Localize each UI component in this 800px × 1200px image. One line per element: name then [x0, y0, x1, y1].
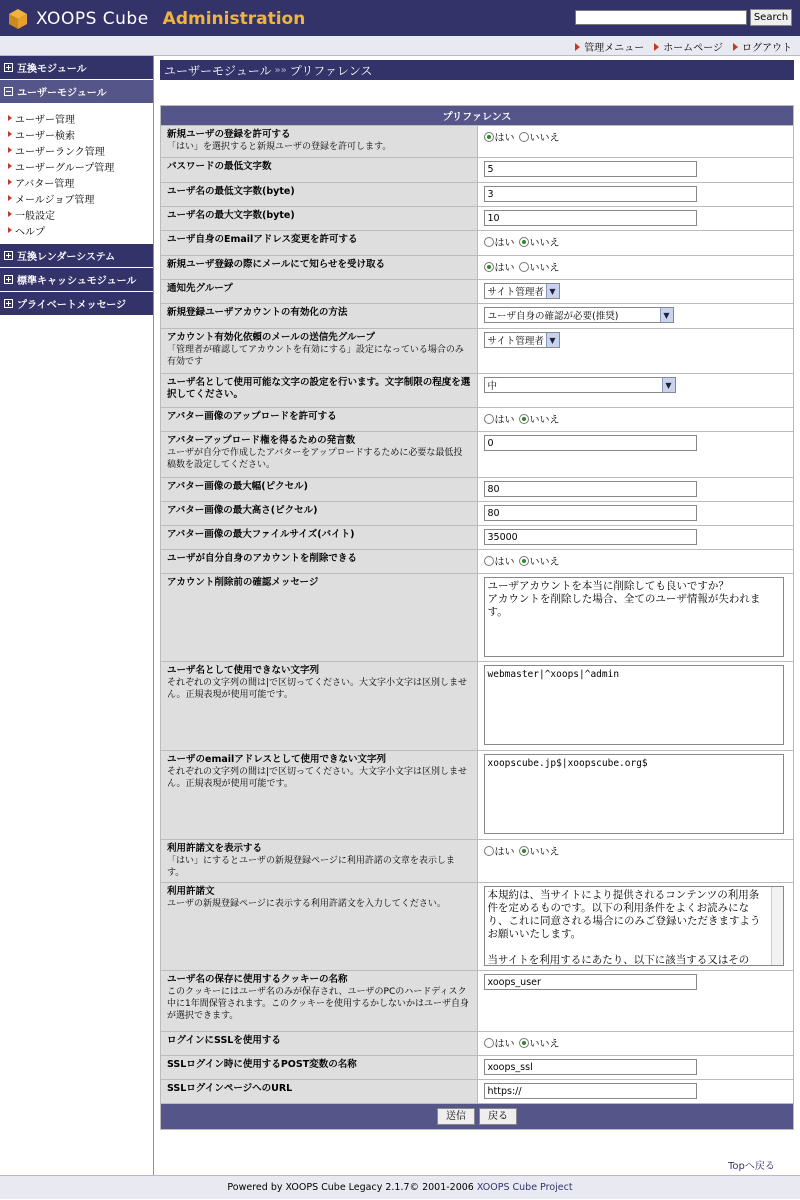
- pref-value: [477, 126, 794, 158]
- radio-no[interactable]: いいえ: [519, 411, 560, 426]
- pref-label: アバター画像のアップロードを許可する: [161, 408, 478, 432]
- avatar-min-posts-input[interactable]: 0: [484, 435, 697, 451]
- sidebar-item-avatar[interactable]: アバター管理: [8, 174, 153, 190]
- breadcrumb-module[interactable]: ユーザーモジュール: [164, 63, 272, 78]
- pref-label: ユーザ名として使用可能な文字の設定を行います。文字制限の程度を選択してください。: [161, 374, 478, 408]
- expand-icon[interactable]: [4, 299, 13, 308]
- sidebar-item-help[interactable]: ヘルプ: [8, 222, 153, 238]
- radio-yes[interactable]: はい: [484, 259, 515, 274]
- radio-checked-icon: [519, 556, 529, 566]
- logout-link[interactable]: ログアウト: [733, 39, 792, 54]
- pref-label: ユーザ名として使用できない文字列 それぞれの文字列の間は|で区切ってください。大文字小文字は区別しません。正規表現が使用可能です。: [161, 662, 478, 751]
- pref-label: 通知先グループ: [161, 280, 478, 304]
- arrow-icon: [654, 43, 659, 51]
- radio-unchecked-icon: [484, 556, 494, 566]
- radio-no[interactable]: いいえ: [519, 129, 560, 144]
- delete-confirm-textarea[interactable]: ユーザアカウントを本当に削除しても良いですか？ アカウントを削除した場合、全てのユーザ情報が失われます。: [484, 577, 784, 657]
- logo[interactable]: [8, 7, 305, 31]
- sidebar-item-mailjob[interactable]: メールジョブ管理: [8, 190, 153, 206]
- chevron-down-icon: ▼: [546, 284, 559, 298]
- pref-label: ユーザ名の最大文字数(byte): [161, 207, 478, 231]
- bad-emails-textarea[interactable]: xoopscube.jp$|xoopscube.org$: [484, 754, 784, 834]
- pref-label: SSLログイン時に使用するPOST変数の名称: [161, 1056, 478, 1080]
- max-username-input[interactable]: 10: [484, 210, 697, 226]
- pref-label: ユーザ自身のEmailアドレス変更を許可する: [161, 231, 478, 256]
- admin-menu-link[interactable]: 管理メニュー: [575, 39, 644, 54]
- notify-group-select[interactable]: サイト管理者 ▼: [484, 283, 560, 299]
- arrow-icon: [8, 211, 12, 217]
- footer: [0, 1175, 800, 1199]
- pref-label: ユーザ名の最低文字数(byte): [161, 183, 478, 207]
- sidebar-section-cache-module[interactable]: 標準キャッシュモジュール: [0, 268, 153, 292]
- logo-text: XOOPS Cube: [36, 9, 149, 29]
- radio-unchecked-icon: [519, 262, 529, 272]
- radio-no[interactable]: いいえ: [519, 843, 560, 858]
- pref-label: ログインにSSLを使用する: [161, 1032, 478, 1056]
- arrow-icon: [8, 179, 12, 185]
- pref-label: アバター画像の最大幅(ピクセル): [161, 478, 478, 502]
- avatar-width-input[interactable]: 80: [484, 481, 697, 497]
- username-charset-select[interactable]: 中 ▼: [484, 377, 676, 393]
- footer-project-link[interactable]: XOOPS Cube Project: [476, 1182, 573, 1193]
- homepage-link[interactable]: ホームページ: [654, 39, 723, 54]
- terms-textarea[interactable]: 本規約は、当サイトにより提供されるコンテンツの利用条件を定めるものです。以下の利用条件をよくお読みになり、これに同意される場合にのみご登録いただきますようお願いいたします。 当サイトを利用するにあたり、以下に該当する又はその: [484, 886, 784, 966]
- activation-group-select[interactable]: サイト管理者 ▼: [484, 332, 560, 348]
- radio-yes[interactable]: はい: [484, 234, 515, 249]
- pref-label: 新規登録ユーザアカウントの有効化の方法: [161, 304, 478, 329]
- radio-checked-icon: [519, 1038, 529, 1048]
- footer-text: Powered by XOOPS Cube Legacy 2.1.7© 2001-2006: [227, 1182, 477, 1193]
- radio-unchecked-icon: [519, 132, 529, 142]
- sidebar-item-user-group[interactable]: ユーザーグループ管理: [8, 158, 153, 174]
- pref-label: ユーザ名の保存に使用するクッキーの名称 このクッキーにはユーザ名のみが保存され、ユーザのPCのハードディスク中に1年間保管されます。このクッキーを使用するかしないかはユーザ自身が選択できます。: [161, 971, 478, 1032]
- arrow-icon: [8, 147, 12, 153]
- radio-checked-icon: [484, 132, 494, 142]
- pref-label: アバター画像の最大ファイルサイズ(バイト): [161, 526, 478, 550]
- search-button[interactable]: Search: [750, 9, 792, 26]
- collapse-icon[interactable]: [4, 87, 13, 96]
- arrow-icon: [8, 227, 12, 233]
- sidebar-item-general-settings[interactable]: 一般設定: [8, 206, 153, 222]
- pref-label: ユーザのemailアドレスとして使用できない文字列 それぞれの文字列の間は|で区切ってください。大文字小文字は区別しません。正規表現が使用可能です。: [161, 751, 478, 840]
- back-button[interactable]: 戻る: [479, 1108, 517, 1125]
- pref-label: アカウント有効化依頼のメールの送信先グループ 「管理者が確認してアカウントを有効にする」設定になっている場合のみ有効です: [161, 329, 478, 374]
- cube-logo-icon: [8, 8, 28, 30]
- radio-yes[interactable]: はい: [484, 1035, 515, 1050]
- radio-unchecked-icon: [484, 1038, 494, 1048]
- chevron-down-icon: ▼: [660, 308, 673, 322]
- sidebar-item-user-search[interactable]: ユーザー検索: [8, 126, 153, 142]
- ssl-post-name-input[interactable]: xoops_ssl: [484, 1059, 697, 1075]
- min-password-input[interactable]: 5: [484, 161, 697, 177]
- sidebar-section-private-message[interactable]: プライベートメッセージ: [0, 292, 153, 316]
- page-title: プリファレンス: [289, 63, 373, 78]
- logo-administration: Administration: [162, 9, 306, 29]
- search-input[interactable]: [575, 10, 747, 25]
- radio-checked-icon: [519, 846, 529, 856]
- breadcrumb-separator: »»: [274, 64, 287, 76]
- sidebar-user-module-list: [0, 104, 153, 244]
- pref-label: SSLログインページへのURL: [161, 1080, 478, 1104]
- activation-method-select[interactable]: ユーザ自身の確認が必要(推奨) ▼: [484, 307, 674, 323]
- sidebar-section-user-module[interactable]: ユーザーモジュール: [0, 80, 153, 104]
- top-navigation: [0, 36, 800, 56]
- pref-label: パスワードの最低文字数: [161, 158, 478, 183]
- chevron-down-icon: ▼: [546, 333, 559, 347]
- arrow-icon: [8, 115, 12, 121]
- back-to-top-link[interactable]: Topへ戻る: [728, 1161, 775, 1172]
- pref-label: 新規ユーザ登録の際にメールにて知らせを受け取る: [161, 256, 478, 280]
- pref-label: 新規ユーザの登録を許可する 「はい」を選択すると新規ユーザの登録を許可します。: [161, 126, 478, 158]
- arrow-icon: [8, 131, 12, 137]
- table-title: プリファレンス: [161, 106, 794, 126]
- arrow-icon: [575, 43, 580, 51]
- radio-no[interactable]: いいえ: [519, 259, 560, 274]
- radio-no[interactable]: いいえ: [519, 234, 560, 249]
- arrow-icon: [8, 195, 12, 201]
- min-username-input[interactable]: 3: [484, 186, 697, 202]
- preferences-table: [160, 105, 794, 1130]
- radio-yes[interactable]: はい: [484, 843, 515, 858]
- radio-no[interactable]: いいえ: [519, 553, 560, 568]
- arrow-icon: [8, 163, 12, 169]
- expand-icon[interactable]: [4, 251, 13, 260]
- ssl-url-input[interactable]: https://: [484, 1083, 697, 1099]
- chevron-down-icon: ▼: [662, 378, 675, 392]
- radio-unchecked-icon: [484, 846, 494, 856]
- expand-icon[interactable]: [4, 63, 13, 72]
- header: [0, 0, 800, 36]
- avatar-height-input[interactable]: 80: [484, 505, 697, 521]
- radio-yes[interactable]: はい: [484, 553, 515, 568]
- submit-button[interactable]: 送信: [437, 1108, 475, 1125]
- expand-icon[interactable]: [4, 275, 13, 284]
- pref-label: アカウント削除前の確認メッセージ: [161, 574, 478, 662]
- radio-checked-icon: [484, 262, 494, 272]
- radio-unchecked-icon: [484, 414, 494, 424]
- sidebar-section-render-system[interactable]: 互換レンダーシステム: [0, 244, 153, 268]
- pref-label: アバター画像の最大高さ(ピクセル): [161, 502, 478, 526]
- arrow-icon: [733, 43, 738, 51]
- pref-label: ユーザが自分自身のアカウントを削除できる: [161, 550, 478, 574]
- radio-checked-icon: [519, 237, 529, 247]
- sidebar: [0, 56, 154, 1175]
- pref-label: 利用許諾文を表示する 「はい」にするとユーザの新規登録ページに利用許諾の文章を表示します。: [161, 840, 478, 883]
- pref-label: 利用許諾文 ユーザの新規登録ページに表示する利用許諾文を入力してください。: [161, 883, 478, 971]
- radio-checked-icon: [519, 414, 529, 424]
- scrollbar[interactable]: [771, 887, 783, 965]
- main-content: [160, 60, 794, 1122]
- radio-yes[interactable]: はい: [484, 129, 515, 144]
- form-buttons: [161, 1104, 794, 1130]
- sidebar-section-compat-module[interactable]: 互換モジュール: [0, 56, 153, 80]
- cookie-name-input[interactable]: xoops_user: [484, 974, 697, 990]
- breadcrumb: [160, 60, 794, 80]
- sidebar-item-user-rank[interactable]: ユーザーランク管理: [8, 142, 153, 158]
- avatar-filesize-input[interactable]: 35000: [484, 529, 697, 545]
- radio-unchecked-icon: [484, 237, 494, 247]
- radio-no[interactable]: いいえ: [519, 1035, 560, 1050]
- pref-label: アバターアップロード権を得るための発言数 ユーザが自分で作成したアバターをアップロードするために必要な最低投稿数を設定してください。: [161, 432, 478, 478]
- sidebar-item-user-management[interactable]: ユーザー管理: [8, 110, 153, 126]
- radio-yes[interactable]: はい: [484, 411, 515, 426]
- bad-usernames-textarea[interactable]: webmaster|^xoops|^admin: [484, 665, 784, 745]
